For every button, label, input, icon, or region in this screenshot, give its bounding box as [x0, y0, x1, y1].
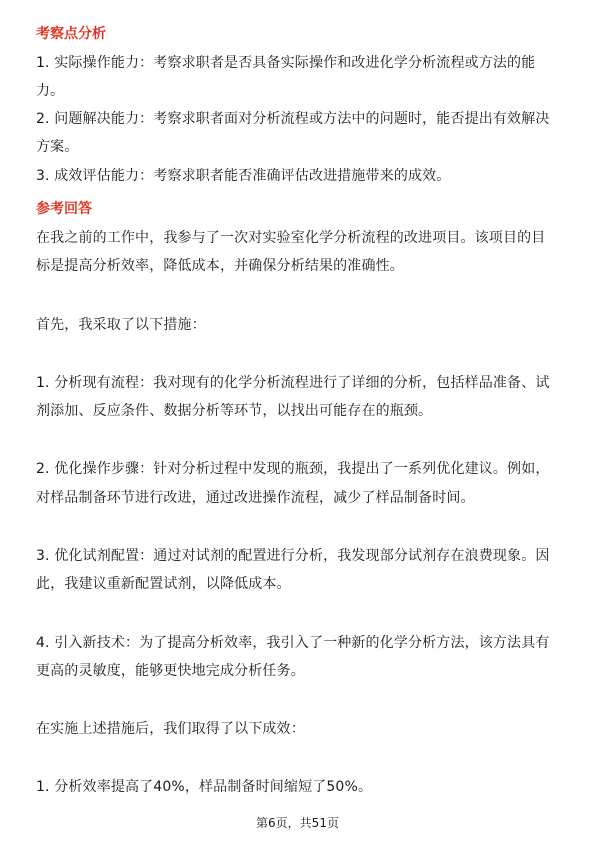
answer-line-11: 更高的灵敏度，能够更快地完成分析任务。 [36, 663, 305, 679]
answer-line-10: 4. 引入新技术：为了提高分析效率，我引入了一种新的化学分析方法，该方法具有 [36, 635, 550, 651]
answer-line-12: 在实施上述措施后，我们取得了以下成效： [36, 721, 305, 737]
answer-line-2: 标是提高分析效率，降低成本，并确保分析结果的准确性。 [36, 258, 404, 274]
answer-line-6: 2. 优化操作步骤：针对分析过程中发现的瓶颈，我提出了一系列优化建议。例如， [36, 461, 550, 477]
answer-line-13: 1. 分析效率提高了40%，样品制备时间缩短了50%。 [36, 779, 373, 795]
answer-line-3: 首先，我采取了以下措施： [36, 317, 206, 333]
answer-line-9: 此，我建议重新配置试剂，以降低成本。 [36, 576, 291, 592]
answer-line-7: 对样品制备环节进行改进，通过改进操作流程，减少了样品制备时间。 [36, 490, 475, 506]
answer-line-8: 3. 优化试剂配置：通过对试剂的配置进行分析，我发现部分试剂存在浪费现象。因 [36, 548, 550, 564]
section-heading-reference-answer: 参考回答 [36, 201, 92, 217]
answer-line-1: 在我之前的工作中，我参与了一次对实验室化学分析流程的改进项目。该项目的目 [36, 230, 546, 246]
analysis-line-1: 1. 实际操作能力：考察求职者是否具备实际操作和改进化学分析流程或方法的能 [36, 55, 536, 71]
analysis-line-2: 力。 [36, 83, 65, 99]
page-number-footer: 第6页，共51页 [256, 816, 339, 830]
answer-line-5: 剂添加、反应条件、数据分析等环节，以找出可能存在的瓶颈。 [36, 403, 433, 419]
analysis-line-3: 2. 问题解决能力：考察求职者面对分析流程或方法中的问题时，能否提出有效解决 [36, 111, 550, 127]
analysis-line-5: 3. 成效评估能力：考察求职者能否准确评估改进措施带来的成效。 [36, 168, 451, 184]
analysis-line-4: 方案。 [36, 139, 79, 155]
answer-line-4: 1. 分析现有流程：我对现有的化学分析流程进行了详细的分析，包括样品准备、试 [36, 375, 550, 391]
section-heading-analysis: 考察点分析 [36, 26, 106, 42]
